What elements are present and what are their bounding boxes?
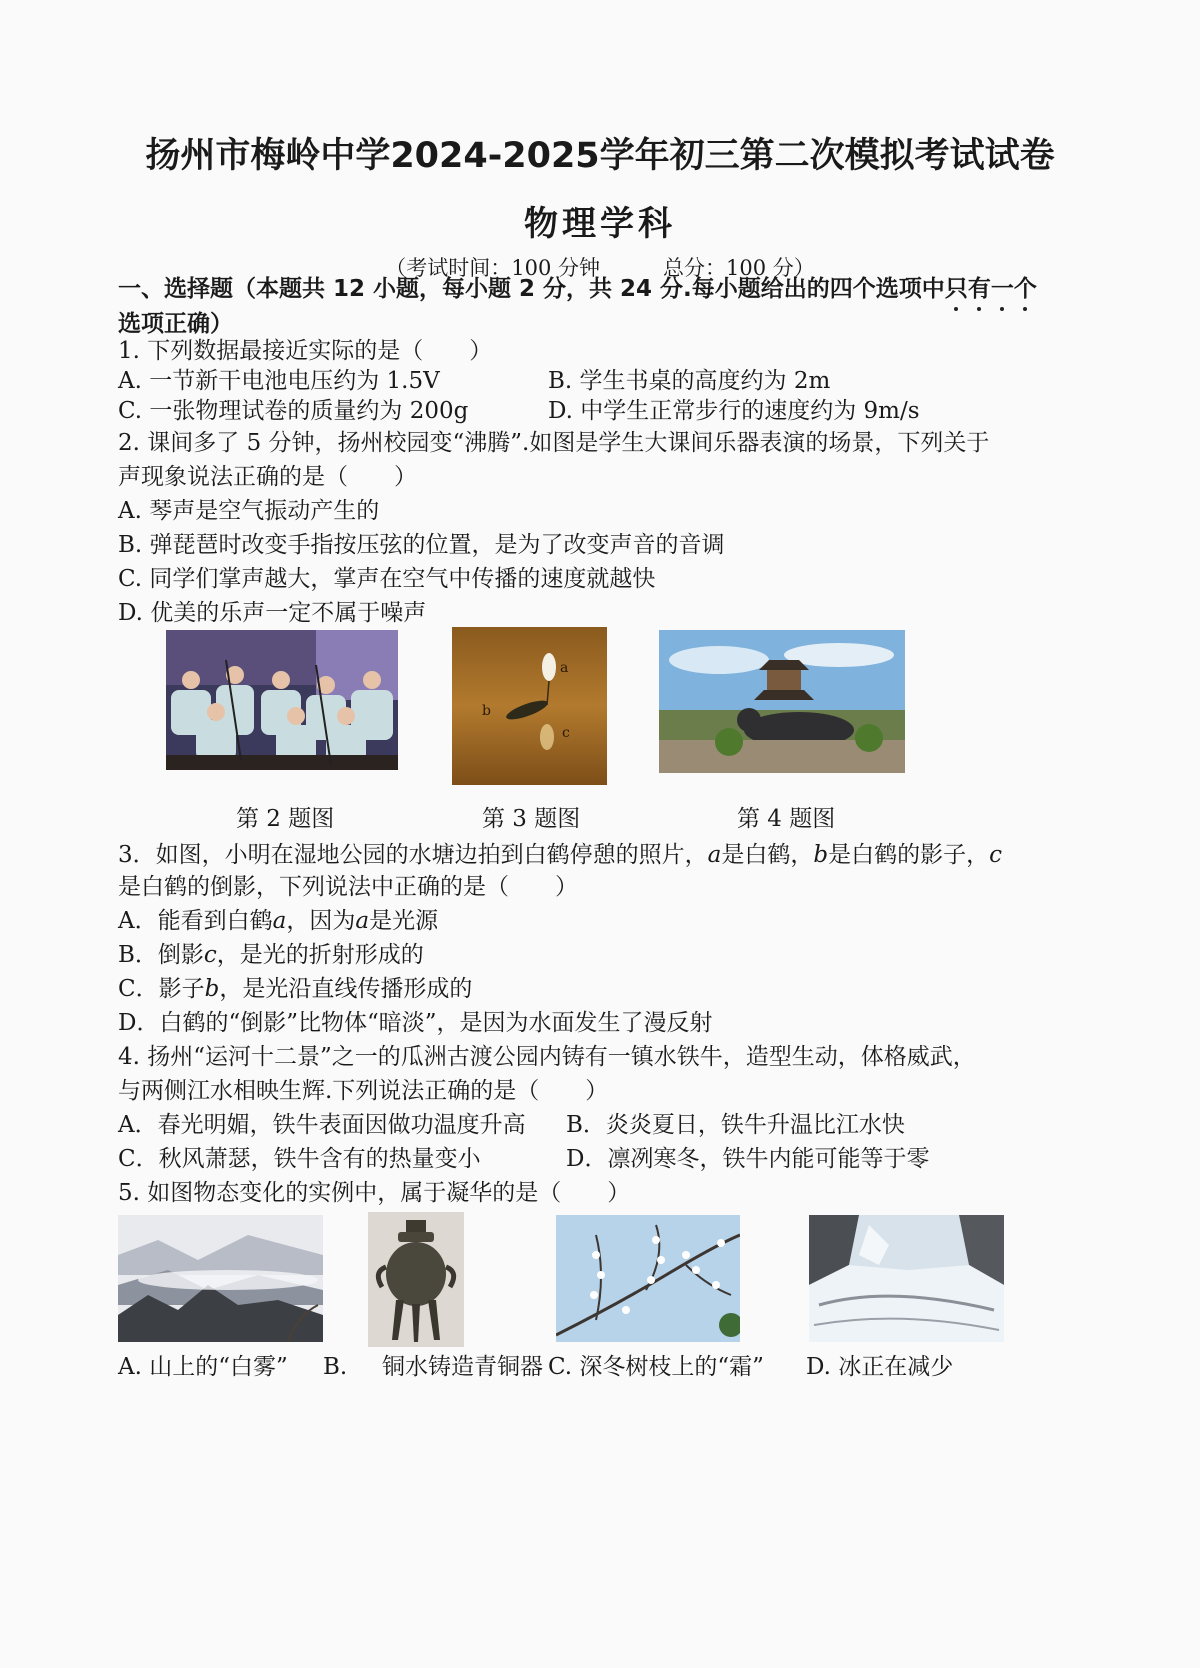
figure-4-caption: 第 4 题图 — [737, 806, 836, 832]
figure-3-label-c: c — [562, 725, 570, 741]
section-heading-line2: 选项正确） — [118, 311, 233, 337]
q3-a-part2: ，因为 — [286, 908, 356, 934]
q4-option-d: D．凛冽寒冬，铁牛内能可能等于零 — [566, 1146, 930, 1172]
var-a: a — [707, 842, 722, 868]
q5-option-b: 铜水铸造青铜器 — [382, 1354, 543, 1380]
figure-2-caption: 第 2 题图 — [236, 806, 335, 832]
q3-option-b — [118, 940, 424, 970]
var-b: b — [813, 842, 829, 868]
q2-stem-line1: 2. 课间多了 5 分钟，扬州校园变“沸腾”.如图是学生大课间乐器表演的场景，下列关于 — [118, 430, 990, 456]
q5-option-a: A. 山上的“白雾” — [118, 1354, 288, 1380]
q3-option-a — [118, 906, 438, 936]
q3-option-d: D．白鹤的“倒影”比物体“暗淡”，是因为水面发生了漫反射 — [118, 1010, 713, 1036]
q2-option-a: A. 琴声是空气振动产生的 — [118, 498, 380, 524]
q5-bronze-vessel-image — [368, 1212, 464, 1347]
section-heading-emphasis — [945, 276, 1037, 302]
figure-3-crane-image — [452, 627, 607, 785]
q3-a-part1: A．能看到白鹤 — [118, 908, 273, 934]
q3-b-part2: ，是光的折射形成的 — [216, 942, 424, 968]
q3-a-part3: 是光源 — [369, 908, 439, 934]
emphasis-char: 有 — [968, 270, 991, 303]
figure-4-iron-ox-image — [659, 630, 905, 773]
q2-stem-line2: 声现象说法正确的是（ ） — [118, 464, 417, 490]
q2-option-d: D. 优美的乐声一定不属于噪声 — [118, 600, 427, 626]
q3-stem-part1: 3．如图，小明在湿地公园的水塘边拍到白鹤停憩的照片， — [118, 842, 708, 868]
q5-option-c: C. 深冬树枝上的“霜” — [548, 1354, 764, 1380]
q5-option-d: D. 冰正在减少 — [806, 1354, 954, 1380]
q3-stem-part3: 是白鹤的影子， — [828, 842, 990, 868]
q2-option-b: B. 弹琵琶时改变手指按压弦的位置，是为了改变声音的音调 — [118, 532, 725, 558]
q5-stem: 5. 如图物态变化的实例中，属于凝华的是（ ） — [118, 1180, 631, 1206]
var-a: a — [355, 908, 370, 934]
q3-stem-line1 — [118, 840, 1002, 870]
q2-option-c: C. 同学们掌声越大，掌声在空气中传播的速度就越快 — [118, 566, 656, 592]
q1-option-d: D. 中学生正常步行的速度约为 9m/s — [548, 398, 920, 424]
q4-option-c: C．秋风萧瑟，铁牛含有的热量变小 — [118, 1146, 481, 1172]
emphasis-char: 个 — [1014, 270, 1037, 303]
q3-stem-part2: 是白鹤， — [721, 842, 814, 868]
figure-3-caption: 第 3 题图 — [482, 806, 581, 832]
figure-2-orchestra-image — [166, 630, 398, 770]
figure-3-label-a: a — [560, 660, 569, 676]
q3-c-part1: C．影子 — [118, 976, 205, 1002]
var-b: b — [204, 976, 220, 1002]
q5-fog-mountain-image — [118, 1215, 323, 1342]
q5-frost-branch-image — [556, 1215, 740, 1342]
subject-title: 物理学科 — [524, 204, 676, 244]
exam-info: （考试时间：100 分钟 总分：100 分） — [385, 256, 815, 280]
section-heading — [118, 270, 1037, 303]
q3-c-part2: ，是光沿直线传播形成的 — [219, 976, 473, 1002]
q3-b-part1: B．倒影 — [118, 942, 204, 968]
q4-option-b: B．炎炎夏日，铁牛升温比江水快 — [566, 1112, 905, 1138]
emphasis-char: 一 — [991, 270, 1014, 303]
q5-glacier-image — [809, 1215, 1004, 1342]
var-c: c — [989, 842, 1002, 868]
q1-option-c: C. 一张物理试卷的质量约为 200g — [118, 398, 469, 424]
var-c: c — [203, 942, 217, 968]
section-heading-text: 一、选择题（本题共 12 小题，每小题 2 分，共 24 分.每小题给出的四个选项中 — [118, 276, 945, 302]
emphasis-char: 只 — [945, 270, 968, 303]
var-a: a — [272, 908, 287, 934]
q1-stem: 1. 下列数据最接近实际的是（ ） — [118, 338, 493, 364]
q1-option-a: A. 一节新干电池电压约为 1.5V — [118, 368, 440, 394]
exam-title: 扬州市梅岭中学2024-2025学年初三第二次模拟考试试卷 — [145, 136, 1055, 176]
figure-3-label-b: b — [482, 703, 491, 719]
q4-option-a: A．春光明媚，铁牛表面因做功温度升高 — [118, 1112, 526, 1138]
q3-option-c — [118, 974, 472, 1004]
q3-stem-line2: 是白鹤的倒影，下列说法中正确的是（ ） — [118, 874, 578, 900]
q5-option-b-label: B. — [323, 1354, 348, 1380]
q1-option-b: B. 学生书桌的高度约为 2m — [548, 368, 831, 394]
q4-stem-line2: 与两侧江水相映生辉.下列说法正确的是（ ） — [118, 1078, 609, 1104]
q4-stem-line1: 4. 扬州“运河十二景”之一的瓜洲古渡公园内铸有一镇水铁牛，造型生动，体格威武， — [118, 1044, 976, 1070]
